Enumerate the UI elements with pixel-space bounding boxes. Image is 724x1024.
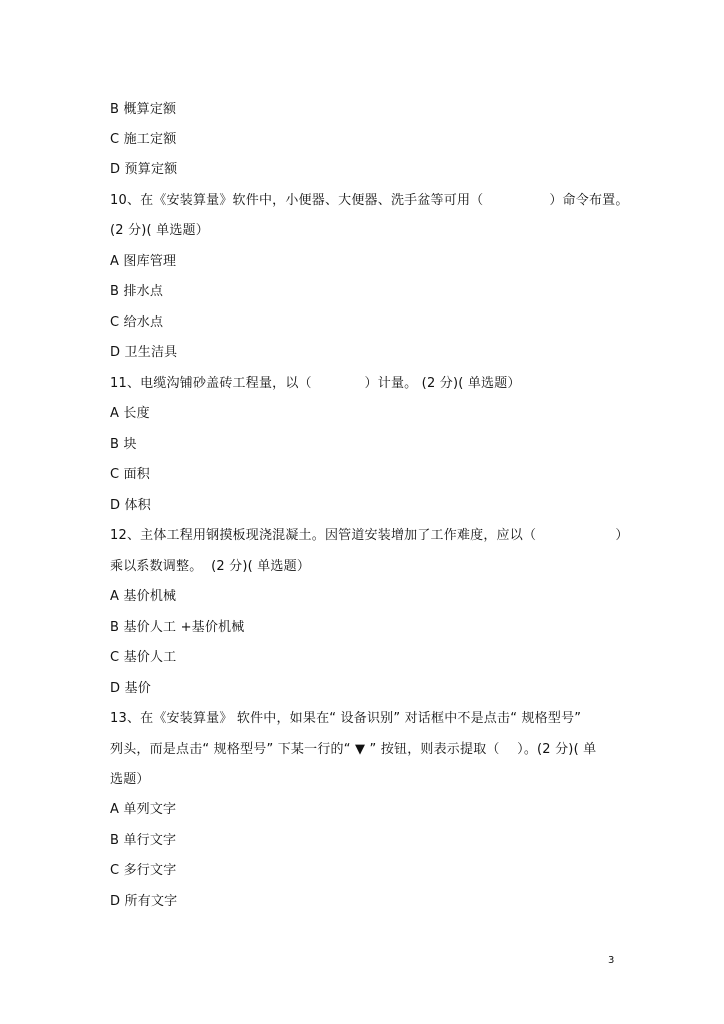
option-a-q13: A 单列文字 (110, 802, 177, 817)
option-c-q11: C 面积 (110, 467, 151, 482)
option-d-q11: D 体积 (110, 498, 151, 513)
option-b-q9: B 概算定额 (110, 102, 177, 117)
option-a-q12: A 基价机械 (110, 589, 177, 604)
question-12-meta: 乘以系数调整。 (2 分)( 单选题） (110, 559, 311, 574)
option-d-q13: D 所有文字 (110, 894, 178, 909)
option-c-q12: C 基价人工 (110, 650, 177, 665)
question-12-text: 12、主体工程用钢摸板现浇混凝土。因管道安装增加了工作难度，应以（ ） (110, 528, 629, 543)
page-number: 3 (608, 955, 615, 966)
question-10-meta: (2 分)( 单选题） (110, 223, 209, 238)
option-c-q13: C 多行文字 (110, 863, 177, 878)
option-b-q13: B 单行文字 (110, 833, 177, 848)
option-c-q10: C 给水点 (110, 315, 164, 330)
option-c-q9: C 施工定额 (110, 132, 177, 147)
question-10-text: 10、在《安装算量》软件中，小便器、大便器、洗手盆等可用（ ）命令布置。 (110, 193, 629, 208)
option-d-q12: D 基价 (110, 681, 151, 696)
option-a-q11: A 长度 (110, 406, 150, 421)
option-a-q10: A 图库管理 (110, 254, 177, 269)
question-13-text-cont: 列头，而是点击“ 规格型号” 下某一行的“ ▼ ” 按钮，则表示提取（ ）。(2 分)( 单 (110, 742, 597, 757)
option-b-q11: B 块 (110, 437, 137, 452)
question-13-meta: 选题） (110, 772, 150, 787)
option-d-q9: D 预算定额 (110, 162, 178, 177)
option-d-q10: D 卫生洁具 (110, 345, 178, 360)
question-13-text: 13、在《安装算量》 软件中，如果在“ 设备识别” 对话框中不是点击“ 规格型号” (110, 711, 582, 726)
option-b-q12: B 基价人工 +基价机械 (110, 620, 245, 635)
option-b-q10: B 排水点 (110, 284, 164, 299)
question-11-text: 11、电缆沟铺砂盖砖工程量，以（ ）计量。 (2 分)( 单选题） (110, 376, 521, 391)
